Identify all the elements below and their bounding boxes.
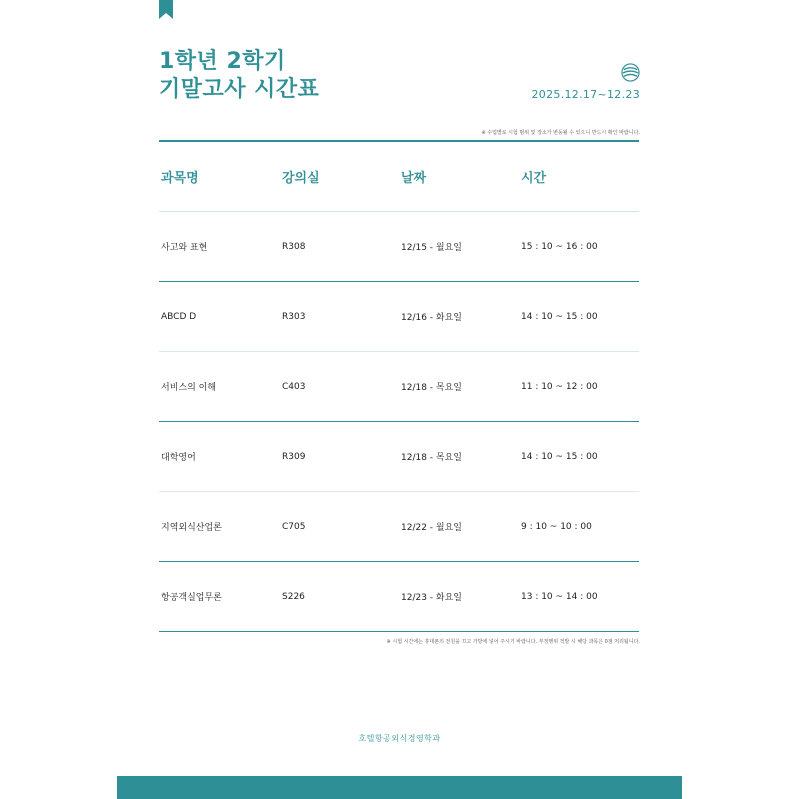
table-row [159,282,639,352]
title-line-2: 기말고사 시간표 [159,77,320,102]
footer-bar [117,776,682,799]
cell-room: R308 [280,212,399,282]
cell-date: 12/15 - 월요일 [399,212,519,282]
table-row [159,212,639,282]
header-room: 강의실 [280,142,399,212]
cell-time: 13 : 10 ~ 14 : 00 [519,562,639,632]
cell-room: R303 [280,282,399,352]
table-row [159,422,639,492]
cell-subject: 항공객실업무론 [159,562,280,632]
cell-date: 12/22 - 월요일 [399,492,519,562]
cell-time: 9 : 10 ~ 10 : 00 [519,492,639,562]
exam-schedule-table [159,142,639,632]
bookmark-icon [159,0,173,19]
header-date: 날짜 [399,142,519,212]
cell-room: R309 [280,422,399,492]
header-subject: 과목명 [159,142,280,212]
top-note: ※ 수업별로 시험 범위 및 장소가 변동될 수 있으니 반드시 확인 바랍니다. [481,130,640,136]
table-row [159,492,639,562]
cell-time: 14 : 10 ~ 15 : 00 [519,282,639,352]
cell-time: 14 : 10 ~ 15 : 00 [519,422,639,492]
cell-time: 11 : 10 ~ 12 : 00 [519,352,639,422]
cell-subject: 지역외식산업론 [159,492,280,562]
exam-date-range: 2025.12.17~12.23 [531,88,640,101]
cell-room: C705 [280,492,399,562]
cell-subject: 서비스의 이해 [159,352,280,422]
cell-date: 12/23 - 화요일 [399,562,519,632]
cell-date: 12/16 - 화요일 [399,282,519,352]
cell-subject: ABCD D [159,282,280,352]
table-header-row [159,142,639,212]
title-line-1: 1학년 2학기 [159,49,286,74]
table-row [159,352,639,422]
cell-date: 12/18 - 목요일 [399,352,519,422]
cell-room: C403 [280,352,399,422]
department-name: 호텔항공외식경영학과 [358,734,441,743]
cell-room: S226 [280,562,399,632]
page-title [159,48,319,104]
sphere-logo-icon [621,63,640,82]
cell-date: 12/18 - 목요일 [399,422,519,492]
cell-subject: 대학영어 [159,422,280,492]
bottom-note: ※ 시험 시간에는 휴대폰의 전원을 끄고 가방에 넣어 주시기 바랍니다. 부정행위 적발 시 해당 과목은 0점 처리됩니다. [386,639,640,645]
cell-subject: 사고와 표현 [159,212,280,282]
cell-time: 15 : 10 ~ 16 : 00 [519,212,639,282]
table-row [159,562,639,632]
header-time: 시간 [519,142,639,212]
